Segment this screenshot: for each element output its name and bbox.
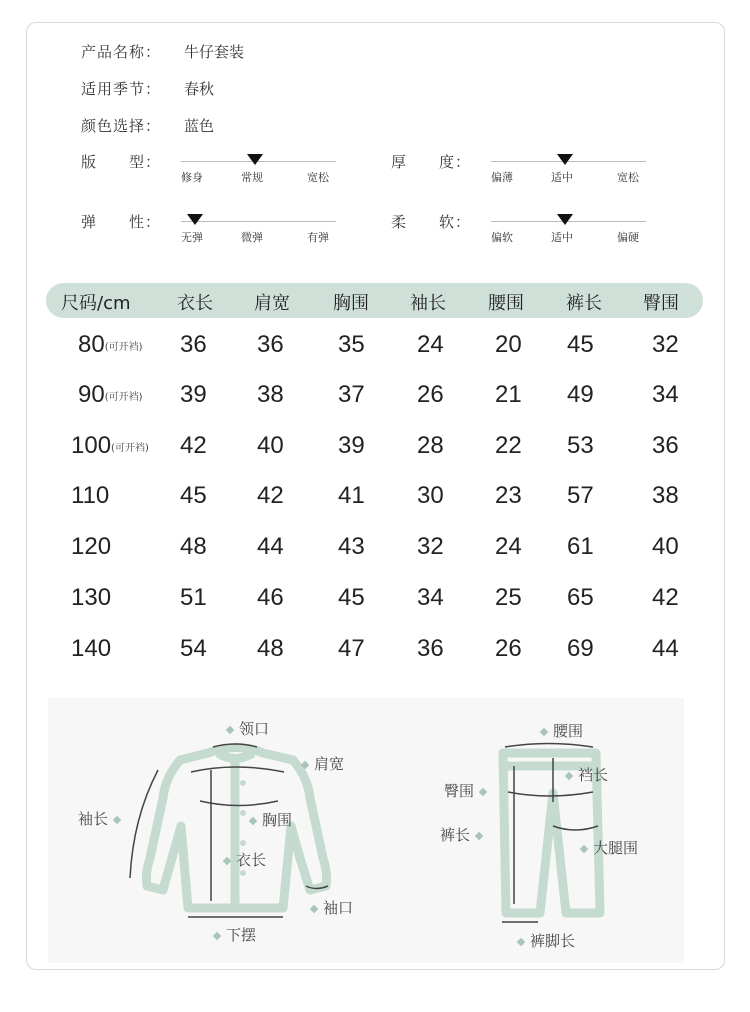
selected-marker-icon [187,214,203,225]
label-text: 领口 [239,720,270,738]
label-text: 袖长 [78,810,109,828]
label-text: 大腿围 [593,839,639,857]
size-value: 130 [71,584,112,611]
table-cell: 43 [338,533,365,560]
table-cell: 26 [495,635,522,662]
size-value: 80 [78,331,105,358]
size-value: 140 [71,635,112,662]
size-value: 110 [71,482,110,509]
info-season [81,78,214,99]
row-size [71,635,111,663]
elasticity-scale [181,211,336,247]
header-pants-length: 裤长 [566,293,602,314]
scale-tick: 偏薄 [491,171,513,184]
table-cell: 45 [180,482,207,509]
softness-scale [491,211,646,247]
row-size [71,482,109,510]
info-value: 蓝色 [184,117,215,135]
info-value: 春秋 [184,80,215,98]
thickness-scale [491,151,646,187]
label-rise [560,764,608,785]
table-cell: 38 [652,482,679,509]
table-cell: 30 [417,482,444,509]
slider-label: 厚 度： [391,153,472,171]
label-thigh [575,837,638,858]
diamond-icon [565,771,573,779]
table-cell: 39 [180,381,207,408]
slider-fit [81,151,329,191]
row-size [78,381,143,409]
label-text: 裆长 [578,766,609,784]
table-cell: 65 [567,584,594,611]
header-chest: 胸围 [333,293,369,314]
selected-marker-icon [557,154,573,165]
header-waist: 腰围 [488,293,524,314]
table-cell: 34 [652,381,679,408]
header-sleeve: 袖长 [410,293,446,314]
table-cell: 21 [495,381,522,408]
garment-illustration [48,698,684,963]
diamond-icon [301,760,309,768]
size-note: (可开裆) [111,443,149,455]
label-leg-opening [512,930,575,951]
table-cell: 28 [417,432,444,459]
table-cell: 26 [417,381,444,408]
size-value: 120 [71,533,112,560]
diamond-icon [310,904,318,912]
scale-tick: 微弹 [241,231,263,244]
table-cell: 44 [652,635,679,662]
table-cell: 34 [417,584,444,611]
label-sleeve [78,808,126,829]
label-waist [535,720,583,741]
diamond-icon [249,816,257,824]
size-value: 100 [71,432,112,459]
label-text: 臀围 [444,782,475,800]
table-cell: 36 [652,432,679,459]
info-label: 适用季节： [81,80,162,98]
scale-tick: 有弹 [307,231,329,244]
diamond-icon [223,856,231,864]
table-cell: 32 [652,331,679,358]
scale-tick: 修身 [181,171,203,184]
table-cell: 36 [180,331,207,358]
table-cell: 44 [257,533,284,560]
header-hip: 臀围 [643,293,679,314]
diamond-icon [213,931,221,939]
scale-tick: 常规 [241,171,263,184]
scale-tick: 适中 [551,171,573,184]
header-size: 尺码/cm [61,293,131,314]
diamond-icon [479,787,487,795]
table-cell: 38 [257,381,284,408]
table-cell: 36 [417,635,444,662]
info-color [81,115,214,136]
label-text: 衣长 [236,851,267,869]
scale-tick: 无弹 [181,231,203,244]
row-size [78,331,143,359]
table-cell: 24 [495,533,522,560]
scale-tick: 偏软 [491,231,513,244]
slider-label: 柔 软： [391,213,472,231]
table-cell: 51 [180,584,207,611]
slider-label: 弹 性： [81,213,162,231]
slider-elasticity [81,211,329,251]
table-cell: 48 [180,533,207,560]
label-text: 腰围 [553,722,584,740]
table-cell: 53 [567,432,594,459]
table-cell: 61 [567,533,594,560]
table-cell: 35 [338,331,365,358]
label-text: 下摆 [226,926,257,944]
label-text: 裤长 [440,826,471,844]
label-text: 裤脚长 [530,932,576,950]
table-cell: 22 [495,432,522,459]
info-value: 牛仔套装 [184,43,245,61]
table-cell: 36 [257,331,284,358]
table-cell: 46 [257,584,284,611]
label-length [218,849,266,870]
table-cell: 37 [338,381,365,408]
scale-tick: 偏硬 [617,231,639,244]
scale-line [181,221,336,222]
row-size [71,533,111,561]
table-cell: 42 [257,482,284,509]
label-hem [208,924,256,945]
info-product-name [81,41,244,62]
table-cell: 25 [495,584,522,611]
scale-tick: 宽松 [307,171,329,184]
scale-tick: 宽松 [617,171,639,184]
measurement-diagram [48,698,684,963]
table-cell: 45 [567,331,594,358]
diamond-icon [226,725,234,733]
slider-softness [391,211,639,251]
label-shoulder [296,753,344,774]
fit-scale [181,151,336,187]
table-cell: 57 [567,482,594,509]
label-chest [244,809,292,830]
table-cell: 45 [338,584,365,611]
size-note: (可开裆) [104,392,143,404]
diamond-icon [113,815,121,823]
diamond-icon [580,844,588,852]
label-pants-length [440,824,488,845]
info-label: 产品名称： [81,43,162,61]
table-cell: 54 [180,635,207,662]
row-size [71,584,111,612]
selected-marker-icon [557,214,573,225]
size-value: 90 [78,381,105,408]
size-note: (可开裆) [104,342,143,354]
table-cell: 48 [257,635,284,662]
selected-marker-icon [247,154,263,165]
info-label: 颜色选择： [81,117,162,135]
diamond-icon [475,831,483,839]
table-cell: 40 [652,533,679,560]
table-cell: 24 [417,331,444,358]
table-cell: 23 [495,482,522,509]
table-cell: 49 [567,381,594,408]
slider-label: 版 型： [81,153,162,171]
table-header [46,283,703,318]
table-cell: 32 [417,533,444,560]
label-hip [444,780,492,801]
row-size [71,432,149,460]
table-cell: 69 [567,635,594,662]
diamond-icon [540,727,548,735]
table-cell: 41 [338,482,365,509]
header-shoulder: 肩宽 [254,293,290,314]
diamond-icon [517,937,525,945]
label-text: 胸围 [262,811,293,829]
label-cuff [305,897,353,918]
table-cell: 42 [180,432,207,459]
label-text: 袖口 [323,899,354,917]
table-cell: 42 [652,584,679,611]
table-cell: 47 [338,635,365,662]
table-cell: 40 [257,432,284,459]
scale-tick: 适中 [551,231,573,244]
table-cell: 20 [495,331,522,358]
header-length: 衣长 [177,293,213,314]
label-collar [221,718,269,739]
slider-thickness [391,151,639,191]
label-text: 肩宽 [314,755,345,773]
table-cell: 39 [338,432,365,459]
